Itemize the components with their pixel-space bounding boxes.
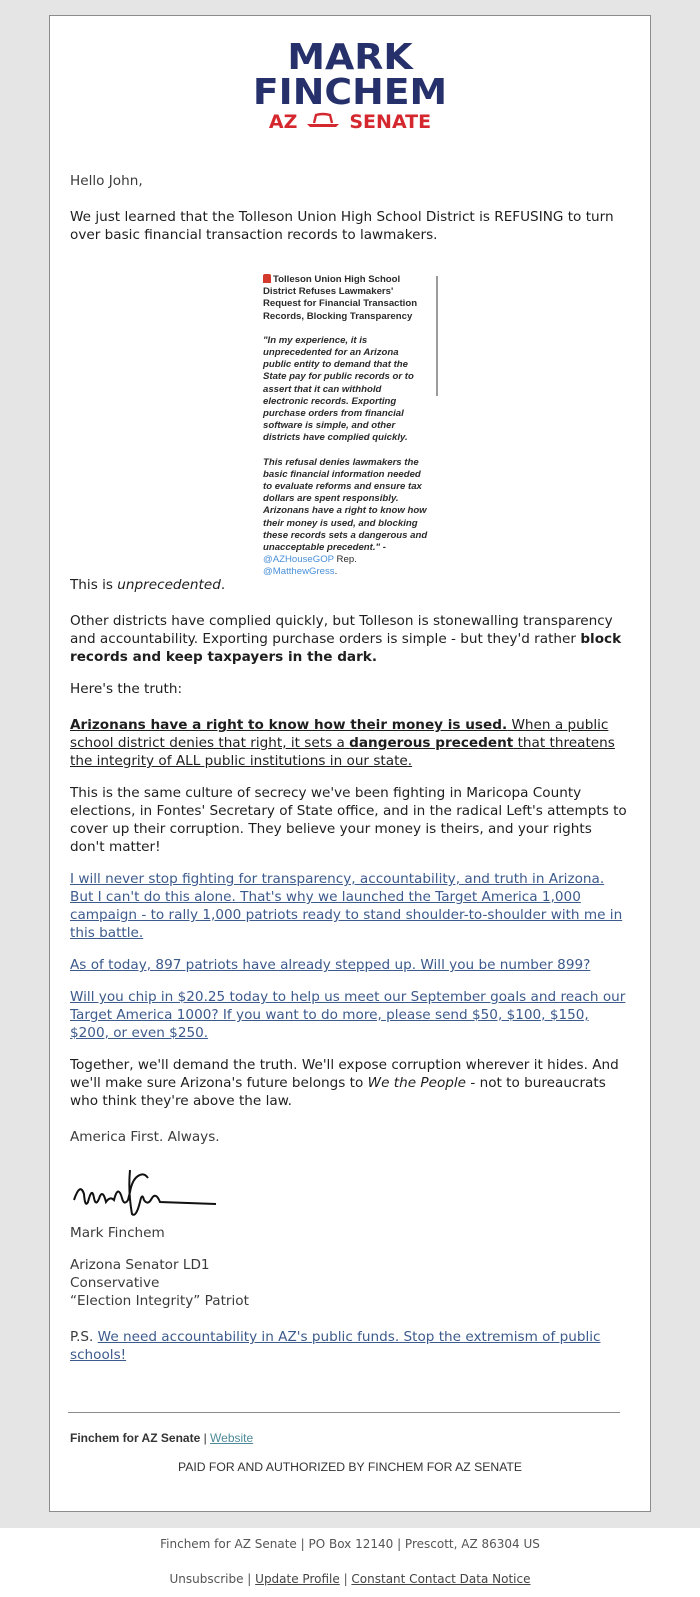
mailing-address: Finchem for AZ Senate | PO Box 12140 | Prescott, AZ 86304 US: [160, 1537, 540, 1551]
donate-link-amounts[interactable]: Will you chip in $20.25 today to help us meet our September goals and reach our Target America 1000? If you want to do more, please send $50, $100, $150, $200, or even $250.: [70, 989, 626, 1041]
scrollbar-indicator: [436, 276, 438, 396]
paid-for-disclaimer: PAID FOR AND AUTHORIZED BY FINCHEM FOR AZ SENATE: [178, 1460, 522, 1474]
donate-link-patriots[interactable]: As of today, 897 patriots have already stepped up. Will you be number 899?: [70, 957, 591, 973]
logo-name-last: FINCHEM: [252, 72, 448, 113]
closing-line: America First. Always.: [70, 1129, 220, 1145]
rights-paragraph: Arizonans have a right to know how their money is used. When a public school district denies that right, it sets a dangerous precedent that threatens the integrity of ALL public institutions in our state.: [70, 717, 615, 769]
other-districts-paragraph: Other districts have complied quickly, but Tolleson is stonewalling transparency and accountability. Exporting purchase orders is simple - but they'd rather block records and keep taxpayers in the dark.: [70, 613, 622, 665]
tweet-quote-2: This refusal denies lawmakers the basic financial information needed to evaluate reforms and ensure tax dollars are spent responsibly. Arizonans have a right to know how their money is used, and blocking these records sets a dangerous and unacceptable precedent." -@AZHouseGOP Rep. @MatthewGress.: [263, 456, 428, 578]
update-profile-link[interactable]: Update Profile: [255, 1572, 340, 1586]
siren-icon: [263, 274, 271, 283]
tweet-quote-1: "In my experience, it is unprecedented for an Arizona public entity to demand that the State pay for public records or to assert that it can withhold electronic records. Exporting purchase orders from financial software is simple, and other districts have complied quickly.: [263, 334, 414, 444]
hat-icon: [305, 110, 341, 134]
logo-senate: SENATE: [349, 111, 432, 133]
signature-title-3: “Election Integrity” Patriot: [70, 1293, 249, 1309]
signature-title-2: Conservative: [70, 1275, 160, 1291]
secrecy-paragraph: This is the same culture of secrecy we've been fighting in Maricopa County elections, in Fontes' Secretary of State office, and in the radical Left's attempts to cover up their corruption. They believe your money is theirs, and your rights don't matter!: [70, 785, 627, 855]
footer-divider: [68, 1412, 620, 1413]
website-link[interactable]: Website: [210, 1431, 254, 1445]
logo-subtitle: [240, 110, 460, 134]
tweet-handle-azhousegop: @AZHouseGOP: [263, 554, 334, 566]
tweet-title: Tolleson Union High School District Refuses Lawmakers' Request for Financial Transaction Records, Blocking Transparency: [263, 274, 418, 322]
data-notice-link[interactable]: Constant Contact Data Notice: [351, 1572, 531, 1586]
signature-name: Mark Finchem: [70, 1225, 165, 1241]
tweet-handle-matthewgress: @MatthewGress: [263, 566, 335, 578]
donate-link-campaign[interactable]: I will never stop fighting for transparency, accountability, and truth in Arizona. But I can't do this alone. That's why we launched the Target America 1,000 campaign - to rally 1,000 patriots ready to stand shoulder-to-shoulder with me in this battle.: [70, 871, 623, 941]
together-paragraph: Together, we'll demand the truth. We'll expose corruption wherever it hides. And we'll make sure Arizona's future belongs to We the People - not to bureaucrats who think they're above the law.: [70, 1057, 619, 1109]
email-body: [70, 172, 630, 1364]
signature-image: [70, 1162, 630, 1224]
ps-link[interactable]: We need accountability in AZ's public funds. Stop the extremism of public schools!: [70, 1329, 601, 1363]
intro-paragraph: We just learned that the Tolleson Union High School District is REFUSING to turn over basic financial transaction records to lawmakers.: [70, 209, 614, 243]
subscription-links: Unsubscribe | Update Profile | Constant Contact Data Notice: [169, 1572, 531, 1586]
greeting: Hello John,: [70, 173, 143, 189]
tweet-screenshot-image: [255, 266, 441, 578]
unsubscribe-link[interactable]: Unsubscribe: [169, 1572, 244, 1586]
unprecedented-paragraph: This is unprecedented.: [70, 577, 226, 593]
truth-paragraph: Here's the truth:: [70, 681, 183, 697]
logo-az: AZ: [268, 111, 298, 133]
ps-paragraph: P.S. We need accountability in AZ's public funds. Stop the extremism of public schools!: [70, 1329, 601, 1363]
signature-title-1: Arizona Senator LD1: [70, 1257, 210, 1273]
logo-name-first: MARK: [287, 37, 413, 78]
campaign-logo: [240, 37, 460, 140]
footer-org: Finchem for AZ Senate | Website: [70, 1431, 254, 1445]
email-card: [49, 15, 651, 1512]
